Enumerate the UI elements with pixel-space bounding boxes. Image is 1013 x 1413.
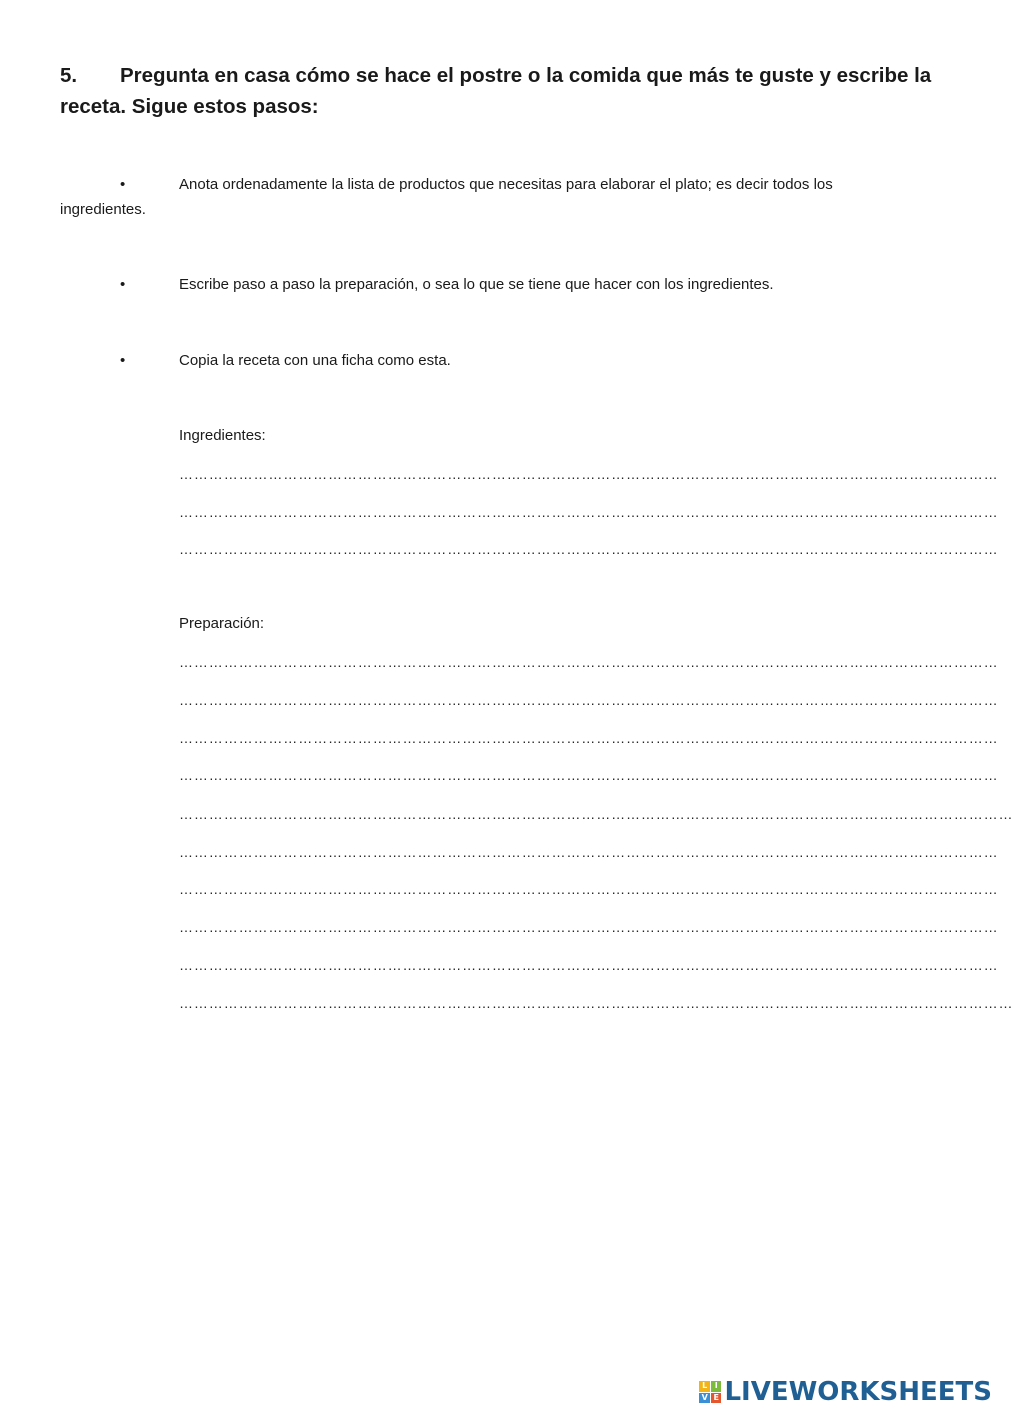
ingredient-answer-line[interactable]: ………………………………………………………………………………………………………………………………………………… — [179, 504, 999, 520]
preparation-label: Preparación: — [179, 615, 265, 632]
bullet-icon: • — [120, 352, 126, 369]
instruction-text-continuation: ingredientes. — [60, 201, 146, 218]
preparation-answer-line[interactable]: …………………………………………………………………………………………………………………………………………………… — [179, 806, 1013, 822]
bullet-icon: • — [120, 276, 126, 293]
ingredients-label: Ingredientes: — [179, 427, 266, 444]
exercise-heading — [60, 60, 940, 122]
bullet-icon: • — [120, 176, 126, 193]
preparation-answer-line[interactable]: ………………………………………………………………………………………………………………………………………………… — [179, 767, 999, 783]
brand-name: LIVEWORKSHEETS — [724, 1377, 992, 1407]
logo-tile: V — [699, 1393, 710, 1404]
preparation-answer-line[interactable]: ………………………………………………………………………………………………………………………………………………… — [179, 654, 999, 670]
instruction-item-copy — [60, 348, 920, 373]
exercise-number: 5. — [60, 64, 78, 87]
instruction-text: Escribe paso a paso la preparación, o sea lo que se tiene que hacer con los ingredientes. — [179, 276, 774, 293]
logo-tile: E — [711, 1393, 722, 1404]
ingredient-answer-line[interactable]: ………………………………………………………………………………………………………………………………………………… — [179, 541, 999, 557]
logo-tile: L — [699, 1381, 710, 1392]
instruction-text: Copia la receta con una ficha como esta. — [179, 352, 451, 369]
preparation-answer-line[interactable]: ………………………………………………………………………………………………………………………………………………… — [179, 730, 999, 746]
preparation-answer-line[interactable]: ………………………………………………………………………………………………………………………………………………… — [179, 881, 999, 897]
ingredient-answer-line[interactable]: ………………………………………………………………………………………………………………………………………………… — [179, 466, 999, 482]
preparation-answer-line[interactable]: ………………………………………………………………………………………………………………………………………………… — [179, 692, 999, 708]
preparation-answer-line[interactable]: ………………………………………………………………………………………………………………………………………………… — [179, 919, 999, 935]
instruction-item-preparation — [60, 272, 920, 297]
preparation-answer-line[interactable]: ………………………………………………………………………………………………………………………………………………… — [179, 957, 999, 973]
preparation-answer-line[interactable]: ………………………………………………………………………………………………………………………………………………… — [179, 844, 999, 860]
exercise-instruction: Pregunta en casa cómo se hace el postre o la comida que más te guste y escribe la receta. Sigue estos pasos: — [60, 64, 932, 118]
logo-tile: I — [711, 1381, 722, 1392]
instruction-text: Anota ordenadamente la lista de productos que necesitas para elaborar el plato; es decir todos los — [179, 176, 833, 193]
preparation-answer-line[interactable]: …………………………………………………………………………………………………………………………………………………… — [179, 995, 1013, 1011]
liveworksheets-watermark — [699, 1377, 992, 1407]
instruction-item-ingredients — [60, 172, 920, 222]
liveworksheets-logo-icon — [699, 1381, 721, 1403]
